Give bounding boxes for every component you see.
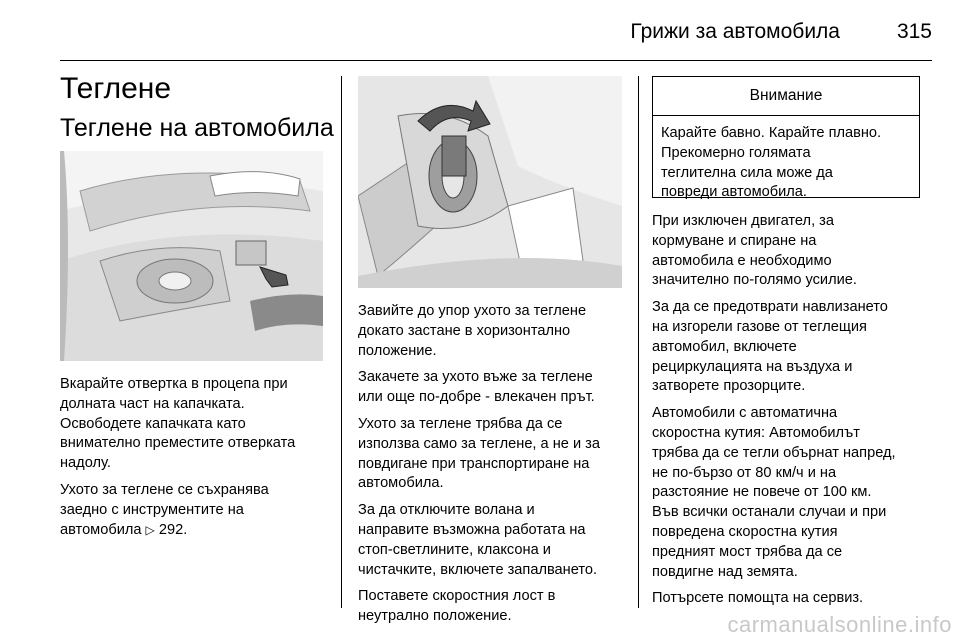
bumper-cap-photo bbox=[60, 151, 323, 361]
column-3-text bbox=[652, 212, 942, 616]
paragraph-ignition: За да отключите волана и направите възможна работата на стоп-светлините, клаксона и чистачките, включете запалването. bbox=[358, 502, 598, 578]
paragraph-exhaust: За да се предотврати навлизането на изгорели газове от теглещия автомобил, включете рециркулацията на въздуха и затворете прозорците. bbox=[652, 299, 888, 395]
column-divider-left bbox=[341, 76, 342, 608]
column-1-text bbox=[60, 375, 330, 547]
paragraph-tow-eye-usage: Ухото за теглене трябва да се използва само за теглене, а не и за повдигане при транспортиране на автомобила. bbox=[358, 415, 600, 492]
page-reference-link[interactable]: 292. bbox=[158, 521, 188, 538]
tow-eye-photo bbox=[358, 76, 622, 288]
paragraph-engine-off: При изключен двигател, за кормуване и спиране на автомобила е необходимо значително по-голямо усилие. bbox=[652, 213, 857, 289]
sub-title: Теглене на автомобила bbox=[60, 114, 334, 142]
tow-eye-storage-text: Ухото за теглене се съхранява заедно с инструментите на автомобила bbox=[60, 481, 269, 538]
page-number: 315 bbox=[896, 20, 932, 43]
triangle-right-icon: ▷ bbox=[145, 522, 155, 537]
paragraph-service: Потърсете помощта на сервиз. bbox=[652, 590, 864, 607]
paragraph-neutral: Поставете скоростния лост в неутрално положение. bbox=[358, 588, 556, 625]
paragraph-attach-rope: Закачете за ухото въже за теглене или още по-добре - влекачен прът. bbox=[358, 369, 595, 406]
paragraph-screw-tow-eye: Завийте до упор ухото за теглене докато застане в хоризонтално положение. bbox=[358, 303, 587, 359]
watermark: carmanualsonline.info bbox=[727, 612, 952, 637]
section-title: Теглене bbox=[60, 72, 172, 105]
column-divider-right bbox=[638, 76, 639, 608]
paragraph-automatic: Автомобили с автоматична скоростна кутия: Автомобилът трябва да се тегли обърнат напред, не по-бързо от 80 км/ч и на разстояние не повече от 100 км. Във всички останали случаи и при повредена скоростна кутия предният мост трябва да се повдигне над земята. bbox=[652, 405, 896, 580]
page-header-title: Грижи за автомобила bbox=[630, 20, 840, 43]
warning-text: Карайте бавно. Карайте плавно. Прекомерно голямата теглителна сила може да повреди автомобила. bbox=[661, 125, 882, 201]
warning-title: Внимание bbox=[653, 77, 919, 116]
paragraph-tow-eye-storage bbox=[60, 481, 330, 540]
column-2-text bbox=[358, 302, 633, 634]
paragraph-insert-screwdriver: Вкарайте отвертка в процепа при долната част на капачката. Освободете капачката като внимателно преместите отверката надолу. bbox=[60, 376, 296, 472]
header-rule bbox=[60, 60, 932, 61]
warning-box bbox=[652, 76, 920, 201]
